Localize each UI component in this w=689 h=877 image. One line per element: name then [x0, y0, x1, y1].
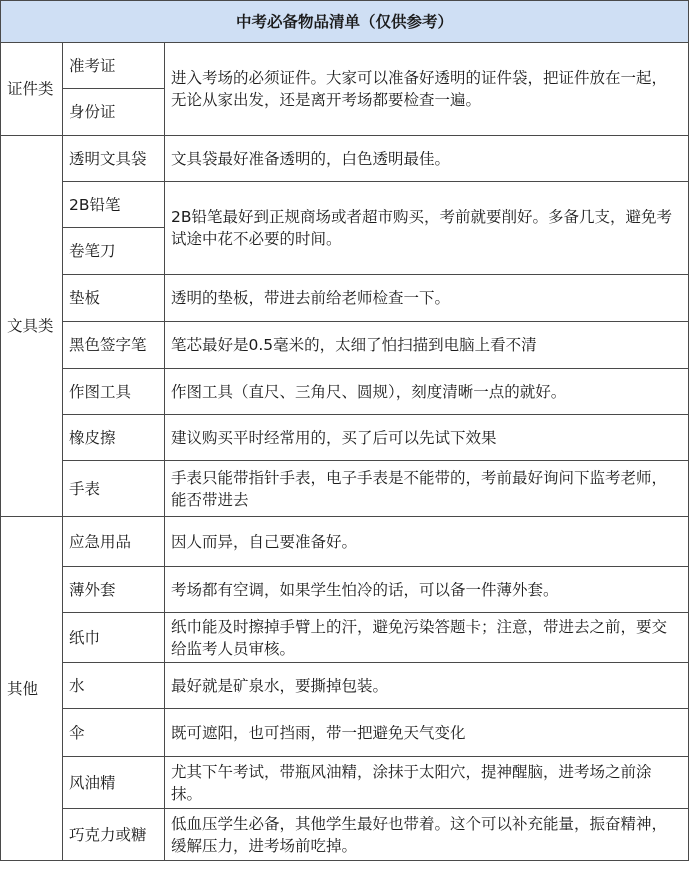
description-cell: 透明的垫板，带进去前给老师检查一下。 [165, 275, 689, 322]
description-cell: 进入考场的必须证件。大家可以准备好透明的证件袋，把证件放在一起，无论从家出发，还是离开考场都要检查一遍。 [165, 43, 689, 136]
category-cell: 文具类 [1, 136, 63, 517]
description-cell: 文具袋最好准备透明的，白色透明最佳。 [165, 136, 689, 182]
item-cell: 橡皮擦 [63, 415, 165, 461]
description-cell: 考场都有空调，如果学生怕冷的话，可以备一件薄外套。 [165, 567, 689, 613]
item-cell: 透明文具袋 [63, 136, 165, 182]
item-cell: 垫板 [63, 275, 165, 322]
description-cell: 既可遮阳，也可挡雨，带一把避免天气变化 [165, 709, 689, 757]
description-cell: 作图工具（直尺、三角尺、圆规），刻度清晰一点的就好。 [165, 369, 689, 415]
item-cell: 伞 [63, 709, 165, 757]
item-cell: 手表 [63, 461, 165, 517]
item-cell: 水 [63, 663, 165, 709]
category-cell: 其他 [1, 517, 63, 861]
description-cell: 最好就是矿泉水，要撕掉包装。 [165, 663, 689, 709]
item-cell: 作图工具 [63, 369, 165, 415]
description-cell: 因人而异，自己要准备好。 [165, 517, 689, 567]
description-cell: 手表只能带指针手表，电子手表是不能带的，考前最好询问下监考老师，能否带进去 [165, 461, 689, 517]
item-cell: 身份证 [63, 89, 165, 136]
category-cell: 证件类 [1, 43, 63, 136]
item-cell: 黑色签字笔 [63, 322, 165, 369]
description-cell: 尤其下午考试，带瓶风油精，涂抹于太阳穴，提神醒脑，进考场之前涂抹。 [165, 757, 689, 809]
item-cell: 应急用品 [63, 517, 165, 567]
description-cell: 纸巾能及时擦掉手臂上的汗，避免污染答题卡；注意，带进去之前，要交给监考人员审核。 [165, 613, 689, 663]
item-cell: 巧克力或糖 [63, 809, 165, 861]
item-cell: 卷笔刀 [63, 228, 165, 275]
item-cell: 2B铅笔 [63, 182, 165, 228]
item-cell: 风油精 [63, 757, 165, 809]
item-cell: 准考证 [63, 43, 165, 89]
description-cell: 笔芯最好是0.5毫米的，太细了怕扫描到电脑上看不清 [165, 322, 689, 369]
table-title: 中考必备物品清单（仅供参考） [1, 1, 689, 43]
item-cell: 薄外套 [63, 567, 165, 613]
description-cell: 建议购买平时经常用的，买了后可以先试下效果 [165, 415, 689, 461]
description-cell: 低血压学生必备，其他学生最好也带着。这个可以补充能量，振奋精神，缓解压力，进考场前吃掉。 [165, 809, 689, 861]
item-cell: 纸巾 [63, 613, 165, 663]
description-cell: 2B铅笔最好到正规商场或者超市购买，考前就要削好。多备几支，避免考试途中花不必要的时间。 [165, 182, 689, 275]
